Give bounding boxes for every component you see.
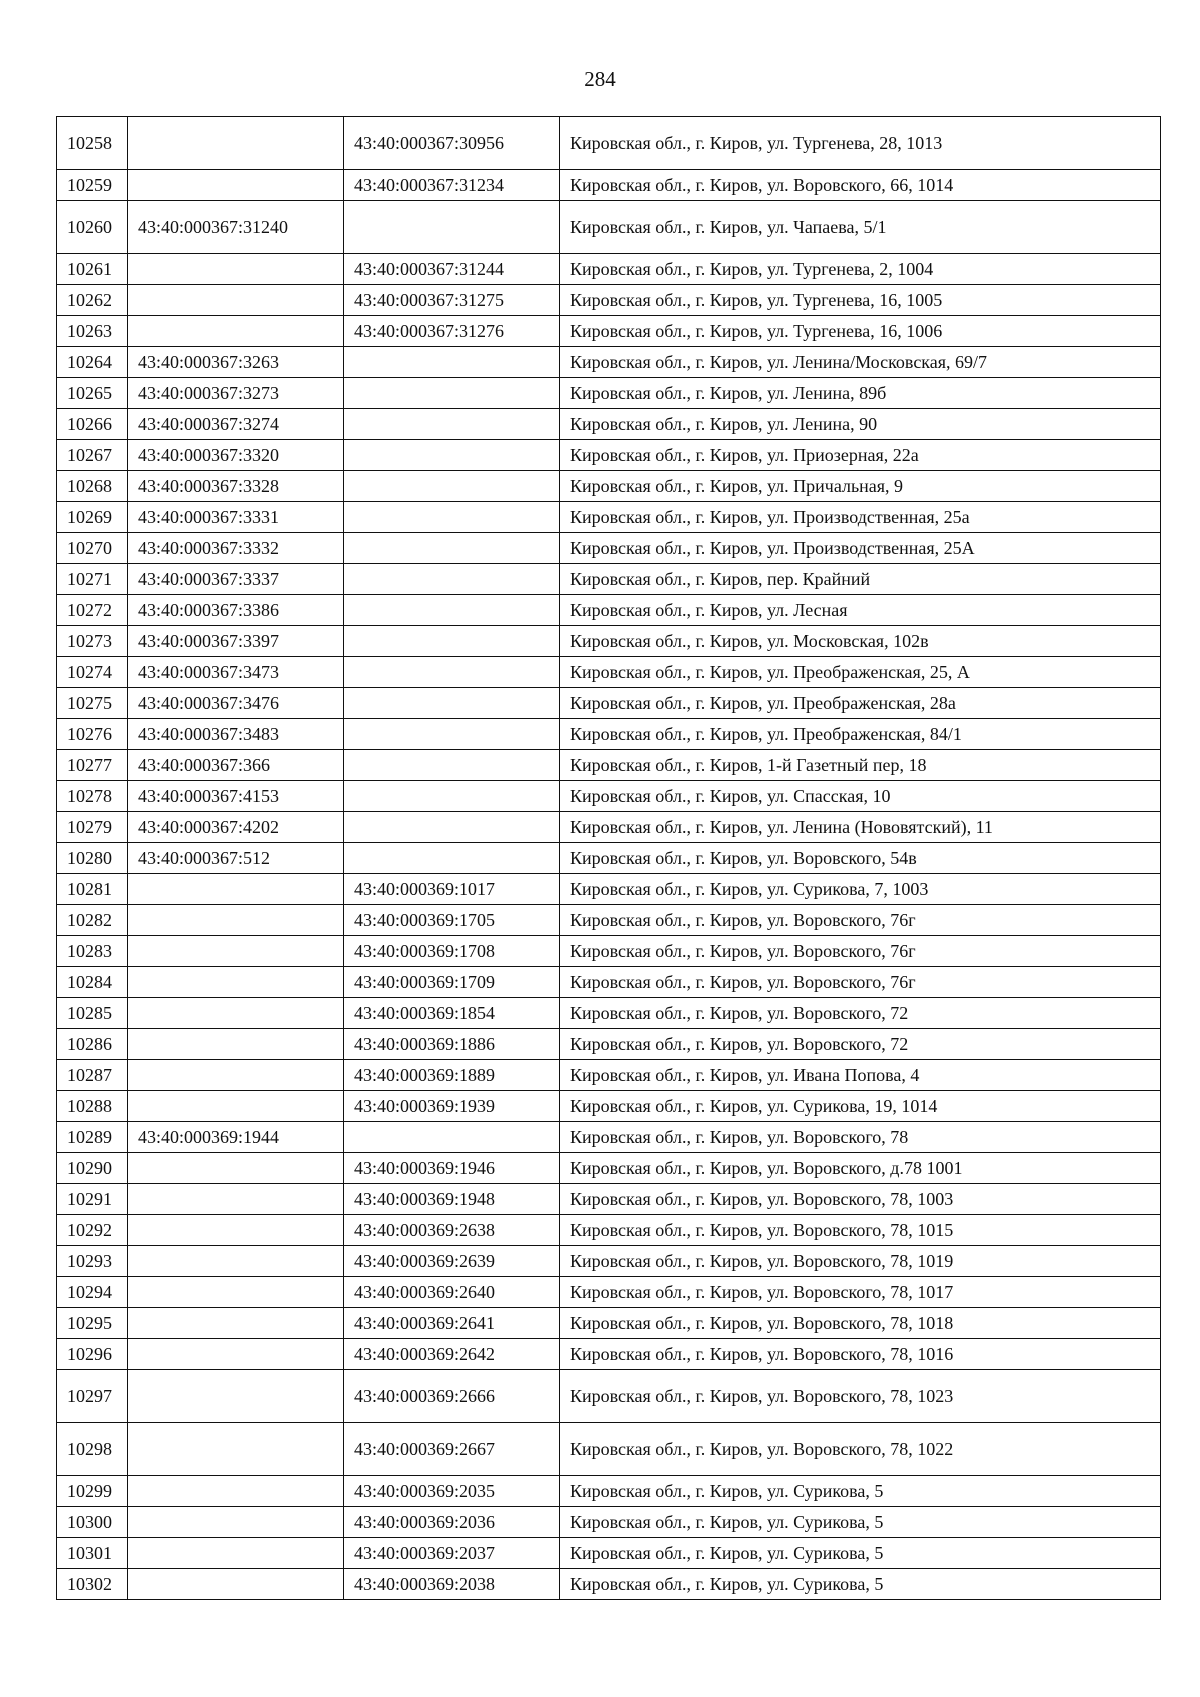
building-cadastral-cell: 43:40:000369:1886 [344,1029,560,1060]
address-cell: Кировская обл., г. Киров, ул. Сурикова, 5 [560,1476,1161,1507]
building-cadastral-cell [344,533,560,564]
land-cadastral-cell [128,1184,344,1215]
address-cell: Кировская обл., г. Киров, ул. Сурикова, 19, 1014 [560,1091,1161,1122]
table-row [57,440,1161,471]
land-cadastral-cell: 43:40:000367:3386 [128,595,344,626]
address-cell: Кировская обл., г. Киров, ул. Преображенская, 25, А [560,657,1161,688]
address-cell: Кировская обл., г. Киров, ул. Воровского, 78, 1015 [560,1215,1161,1246]
row-number-cell: 10261 [57,254,128,285]
land-cadastral-cell: 43:40:000367:3273 [128,378,344,409]
land-cadastral-cell [128,874,344,905]
row-number-cell: 10260 [57,201,128,254]
address-cell: Кировская обл., г. Киров, ул. Ивана Попова, 4 [560,1060,1161,1091]
land-cadastral-cell: 43:40:000367:3274 [128,409,344,440]
land-cadastral-cell [128,1308,344,1339]
table-row [57,378,1161,409]
table-row [57,347,1161,378]
row-number-cell: 10267 [57,440,128,471]
address-cell: Кировская обл., г. Киров, ул. Ленина (Нововятский), 11 [560,812,1161,843]
row-number-cell: 10271 [57,564,128,595]
row-number-cell: 10259 [57,170,128,201]
building-cadastral-cell: 43:40:000369:2037 [344,1538,560,1569]
table-row [57,1122,1161,1153]
address-cell: Кировская обл., г. Киров, ул. Воровского, 66, 1014 [560,170,1161,201]
row-number-cell: 10299 [57,1476,128,1507]
land-cadastral-cell: 43:40:000367:3473 [128,657,344,688]
table-row [57,533,1161,564]
table-row [57,1370,1161,1423]
building-cadastral-cell: 43:40:000369:2036 [344,1507,560,1538]
land-cadastral-cell [128,170,344,201]
building-cadastral-cell [344,688,560,719]
land-cadastral-cell [128,1215,344,1246]
table-row [57,1476,1161,1507]
address-cell: Кировская обл., г. Киров, ул. Воровского, 76г [560,967,1161,998]
land-cadastral-cell [128,117,344,170]
table-row [57,688,1161,719]
building-cadastral-cell [344,440,560,471]
address-cell: Кировская обл., г. Киров, ул. Воровского, 72 [560,998,1161,1029]
table-row [57,719,1161,750]
table-row [57,595,1161,626]
table-row [57,117,1161,170]
address-cell: Кировская обл., г. Киров, ул. Воровского, 76г [560,936,1161,967]
row-number-cell: 10283 [57,936,128,967]
table-row [57,781,1161,812]
address-cell: Кировская обл., г. Киров, ул. Сурикова, 7, 1003 [560,874,1161,905]
address-cell: Кировская обл., г. Киров, ул. Сурикова, 5 [560,1569,1161,1600]
land-cadastral-cell [128,1538,344,1569]
building-cadastral-cell: 43:40:000367:30956 [344,117,560,170]
address-cell: Кировская обл., г. Киров, ул. Ленина/Московская, 69/7 [560,347,1161,378]
table-row [57,254,1161,285]
row-number-cell: 10295 [57,1308,128,1339]
row-number-cell: 10284 [57,967,128,998]
table-row [57,750,1161,781]
land-cadastral-cell: 43:40:000367:3331 [128,502,344,533]
building-cadastral-cell [344,378,560,409]
table-row [57,502,1161,533]
address-cell: Кировская обл., г. Киров, 1-й Газетный пер, 18 [560,750,1161,781]
address-cell: Кировская обл., г. Киров, ул. Производственная, 25А [560,533,1161,564]
address-cell: Кировская обл., г. Киров, ул. Воровского, 78, 1023 [560,1370,1161,1423]
table-row [57,1060,1161,1091]
address-cell: Кировская обл., г. Киров, ул. Сурикова, 5 [560,1507,1161,1538]
building-cadastral-cell: 43:40:000369:1948 [344,1184,560,1215]
table-row [57,967,1161,998]
building-cadastral-cell [344,201,560,254]
address-cell: Кировская обл., г. Киров, ул. Воровского, 78, 1003 [560,1184,1161,1215]
building-cadastral-cell: 43:40:000369:2638 [344,1215,560,1246]
address-cell: Кировская обл., г. Киров, ул. Тургенева, 16, 1005 [560,285,1161,316]
land-cadastral-cell [128,1277,344,1308]
land-cadastral-cell [128,1370,344,1423]
address-cell: Кировская обл., г. Киров, ул. Приозерная, 22а [560,440,1161,471]
row-number-cell: 10288 [57,1091,128,1122]
building-cadastral-cell: 43:40:000369:1708 [344,936,560,967]
land-cadastral-cell [128,905,344,936]
table-row [57,285,1161,316]
land-cadastral-cell [128,936,344,967]
address-cell: Кировская обл., г. Киров, ул. Преображенская, 84/1 [560,719,1161,750]
table-row [57,1277,1161,1308]
row-number-cell: 10279 [57,812,128,843]
building-cadastral-cell [344,1122,560,1153]
registry-table [56,116,1161,1600]
building-cadastral-cell [344,719,560,750]
land-cadastral-cell: 43:40:000367:3332 [128,533,344,564]
land-cadastral-cell [128,1029,344,1060]
row-number-cell: 10269 [57,502,128,533]
building-cadastral-cell: 43:40:000369:2641 [344,1308,560,1339]
row-number-cell: 10278 [57,781,128,812]
table-row [57,201,1161,254]
address-cell: Кировская обл., г. Киров, ул. Ленина, 90 [560,409,1161,440]
row-number-cell: 10272 [57,595,128,626]
address-cell: Кировская обл., г. Киров, пер. Крайний [560,564,1161,595]
row-number-cell: 10274 [57,657,128,688]
land-cadastral-cell: 43:40:000367:31240 [128,201,344,254]
land-cadastral-cell [128,1153,344,1184]
address-cell: Кировская обл., г. Киров, ул. Тургенева, 16, 1006 [560,316,1161,347]
table-row [57,626,1161,657]
table-row [57,843,1161,874]
table-row [57,874,1161,905]
address-cell: Кировская обл., г. Киров, ул. Воровского, 76г [560,905,1161,936]
address-cell: Кировская обл., г. Киров, ул. Воровского, 78, 1019 [560,1246,1161,1277]
land-cadastral-cell [128,1423,344,1476]
land-cadastral-cell: 43:40:000367:3476 [128,688,344,719]
table-row [57,1423,1161,1476]
table-row [57,905,1161,936]
building-cadastral-cell: 43:40:000369:2642 [344,1339,560,1370]
building-cadastral-cell: 43:40:000369:1017 [344,874,560,905]
building-cadastral-cell: 43:40:000369:2640 [344,1277,560,1308]
row-number-cell: 10273 [57,626,128,657]
building-cadastral-cell [344,781,560,812]
building-cadastral-cell [344,502,560,533]
building-cadastral-cell [344,843,560,874]
land-cadastral-cell: 43:40:000367:3320 [128,440,344,471]
land-cadastral-cell: 43:40:000367:512 [128,843,344,874]
row-number-cell: 10298 [57,1423,128,1476]
building-cadastral-cell: 43:40:000369:1709 [344,967,560,998]
table-row [57,1184,1161,1215]
building-cadastral-cell: 43:40:000367:31276 [344,316,560,347]
address-cell: Кировская обл., г. Киров, ул. Ленина, 89б [560,378,1161,409]
row-number-cell: 10276 [57,719,128,750]
land-cadastral-cell: 43:40:000367:3397 [128,626,344,657]
page-number: 284 [584,67,616,91]
table-row [57,1029,1161,1060]
land-cadastral-cell [128,254,344,285]
building-cadastral-cell: 43:40:000369:2666 [344,1370,560,1423]
row-number-cell: 10266 [57,409,128,440]
address-cell: Кировская обл., г. Киров, ул. Воровского, 78 [560,1122,1161,1153]
building-cadastral-cell [344,812,560,843]
land-cadastral-cell: 43:40:000369:1944 [128,1122,344,1153]
row-number-cell: 10289 [57,1122,128,1153]
address-cell: Кировская обл., г. Киров, ул. Тургенева, 2, 1004 [560,254,1161,285]
row-number-cell: 10282 [57,905,128,936]
table-row [57,1339,1161,1370]
row-number-cell: 10287 [57,1060,128,1091]
table-row [57,1507,1161,1538]
row-number-cell: 10281 [57,874,128,905]
row-number-cell: 10270 [57,533,128,564]
building-cadastral-cell [344,347,560,378]
row-number-cell: 10262 [57,285,128,316]
address-cell: Кировская обл., г. Киров, ул. Воровского, 72 [560,1029,1161,1060]
address-cell: Кировская обл., г. Киров, ул. Чапаева, 5/1 [560,201,1161,254]
address-cell: Кировская обл., г. Киров, ул. Спасская, 10 [560,781,1161,812]
building-cadastral-cell: 43:40:000369:2038 [344,1569,560,1600]
row-number-cell: 10297 [57,1370,128,1423]
address-cell: Кировская обл., г. Киров, ул. Лесная [560,595,1161,626]
table-row [57,1153,1161,1184]
row-number-cell: 10296 [57,1339,128,1370]
table-row [57,1246,1161,1277]
building-cadastral-cell: 43:40:000369:1854 [344,998,560,1029]
land-cadastral-cell [128,1507,344,1538]
land-cadastral-cell [128,998,344,1029]
land-cadastral-cell: 43:40:000367:3328 [128,471,344,502]
land-cadastral-cell [128,1246,344,1277]
building-cadastral-cell [344,595,560,626]
table-row [57,564,1161,595]
address-cell: Кировская обл., г. Киров, ул. Московская, 102в [560,626,1161,657]
address-cell: Кировская обл., г. Киров, ул. Воровского, д.78 1001 [560,1153,1161,1184]
row-number-cell: 10294 [57,1277,128,1308]
address-cell: Кировская обл., г. Киров, ул. Производственная, 25а [560,502,1161,533]
building-cadastral-cell: 43:40:000369:1946 [344,1153,560,1184]
table-row [57,170,1161,201]
land-cadastral-cell [128,316,344,347]
building-cadastral-cell: 43:40:000369:1705 [344,905,560,936]
building-cadastral-cell: 43:40:000369:2667 [344,1423,560,1476]
row-number-cell: 10263 [57,316,128,347]
table-row [57,1091,1161,1122]
address-cell: Кировская обл., г. Киров, ул. Причальная, 9 [560,471,1161,502]
building-cadastral-cell: 43:40:000369:2035 [344,1476,560,1507]
table-row [57,998,1161,1029]
building-cadastral-cell: 43:40:000367:31275 [344,285,560,316]
building-cadastral-cell: 43:40:000369:2639 [344,1246,560,1277]
row-number-cell: 10290 [57,1153,128,1184]
address-cell: Кировская обл., г. Киров, ул. Преображенская, 28а [560,688,1161,719]
row-number-cell: 10302 [57,1569,128,1600]
land-cadastral-cell: 43:40:000367:4202 [128,812,344,843]
land-cadastral-cell [128,1060,344,1091]
land-cadastral-cell: 43:40:000367:366 [128,750,344,781]
land-cadastral-cell [128,1091,344,1122]
address-cell: Кировская обл., г. Киров, ул. Воровского, 78, 1022 [560,1423,1161,1476]
land-cadastral-cell [128,1476,344,1507]
address-cell: Кировская обл., г. Киров, ул. Сурикова, 5 [560,1538,1161,1569]
table-row [57,936,1161,967]
table-row [57,812,1161,843]
building-cadastral-cell [344,471,560,502]
table-row [57,409,1161,440]
land-cadastral-cell: 43:40:000367:3263 [128,347,344,378]
address-cell: Кировская обл., г. Киров, ул. Тургенева, 28, 1013 [560,117,1161,170]
building-cadastral-cell [344,409,560,440]
building-cadastral-cell: 43:40:000367:31234 [344,170,560,201]
row-number-cell: 10300 [57,1507,128,1538]
table-row [57,471,1161,502]
building-cadastral-cell [344,750,560,781]
table-row [57,1308,1161,1339]
address-cell: Кировская обл., г. Киров, ул. Воровского, 78, 1016 [560,1339,1161,1370]
land-cadastral-cell [128,967,344,998]
row-number-cell: 10293 [57,1246,128,1277]
table-row [57,1569,1161,1600]
table-row [57,1538,1161,1569]
table-row [57,657,1161,688]
row-number-cell: 10291 [57,1184,128,1215]
row-number-cell: 10292 [57,1215,128,1246]
building-cadastral-cell: 43:40:000367:31244 [344,254,560,285]
address-cell: Кировская обл., г. Киров, ул. Воровского, 54в [560,843,1161,874]
address-cell: Кировская обл., г. Киров, ул. Воровского, 78, 1017 [560,1277,1161,1308]
land-cadastral-cell: 43:40:000367:3337 [128,564,344,595]
land-cadastral-cell [128,285,344,316]
row-number-cell: 10277 [57,750,128,781]
table-row [57,1215,1161,1246]
building-cadastral-cell [344,657,560,688]
building-cadastral-cell [344,626,560,657]
building-cadastral-cell: 43:40:000369:1889 [344,1060,560,1091]
row-number-cell: 10285 [57,998,128,1029]
row-number-cell: 10275 [57,688,128,719]
row-number-cell: 10286 [57,1029,128,1060]
row-number-cell: 10264 [57,347,128,378]
registry-table-body [57,117,1161,1600]
land-cadastral-cell: 43:40:000367:3483 [128,719,344,750]
building-cadastral-cell: 43:40:000369:1939 [344,1091,560,1122]
address-cell: Кировская обл., г. Киров, ул. Воровского, 78, 1018 [560,1308,1161,1339]
land-cadastral-cell [128,1569,344,1600]
building-cadastral-cell [344,564,560,595]
row-number-cell: 10301 [57,1538,128,1569]
table-row [57,316,1161,347]
row-number-cell: 10265 [57,378,128,409]
land-cadastral-cell [128,1339,344,1370]
row-number-cell: 10258 [57,117,128,170]
land-cadastral-cell: 43:40:000367:4153 [128,781,344,812]
row-number-cell: 10268 [57,471,128,502]
row-number-cell: 10280 [57,843,128,874]
